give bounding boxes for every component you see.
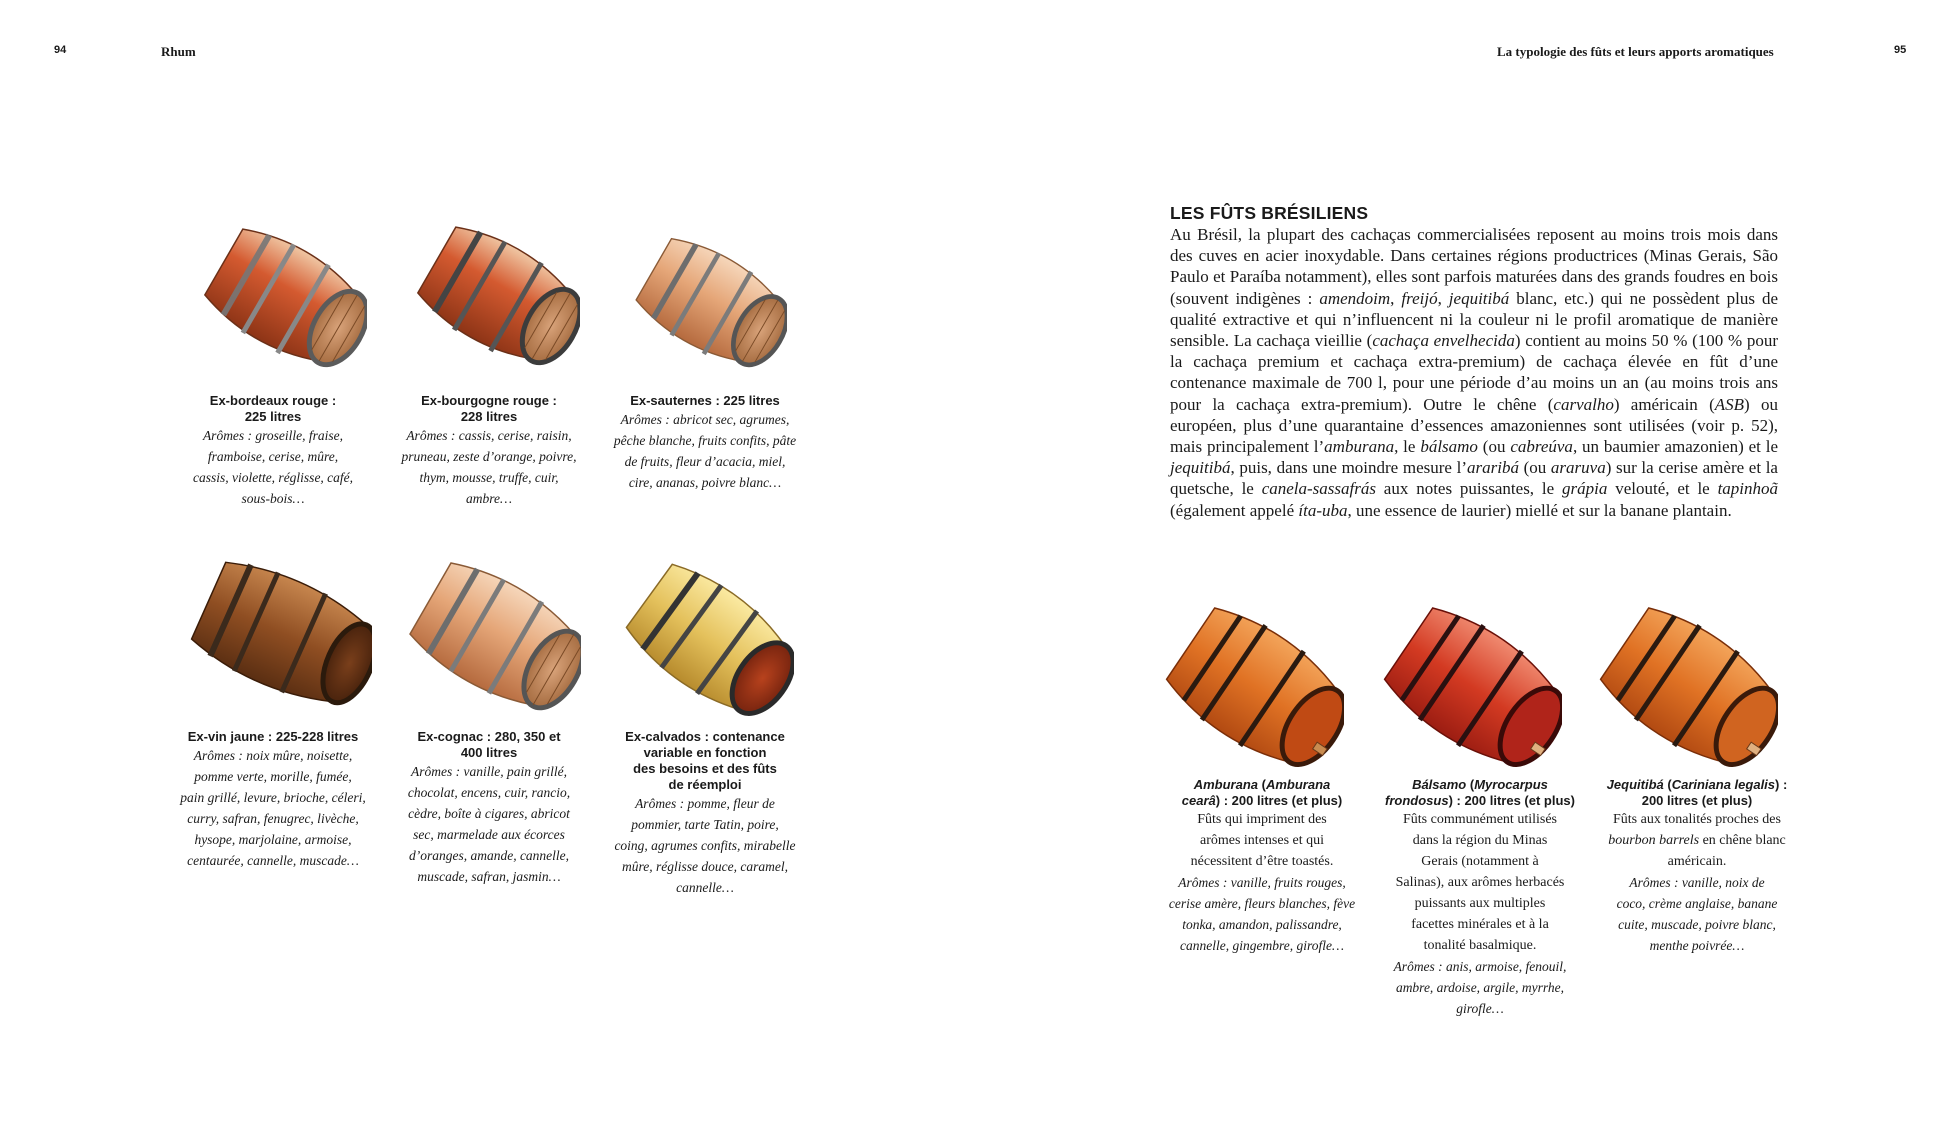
paragraph-text: ) américain ( [1613,394,1715,414]
caption-balsamo [1380,777,1580,1019]
caption-title: Ex-bordeaux rouge : 225 litres [209,393,337,424]
caption-description: Fûts aux tonalités proches des bourbon barrels en chêne blanc américain. [1608,812,1786,869]
caption-amburana [1162,777,1362,956]
caption-ex-bordeaux [180,393,366,509]
paragraph-text: ) sur la cerise amère et la quetsche, le [1170,458,1778,499]
paragraph-italic-term: amendoim [1319,288,1391,308]
caption-aromas: Arômes : noix mûre, noisette, pomme verte, morille, fumée, pain grillé, levure, brioche, céleri, curry, safran, fenugrec, livèche, hysope, marjolaine, armoise, centaurée, cannelle, muscade… [180,748,366,868]
paragraph-text: , un baumier amazonien) et le [1572,437,1778,457]
paragraph-text: aux notes puissantes, le [1375,479,1563,499]
paragraph-italic-term: freijó [1401,288,1438,308]
paragraph-italic-term: cachaça envelhecida [1372,331,1515,351]
caption-title: Ex-cognac : 280, 350 et 400 litres [417,729,561,760]
left-running-title: Rhum [161,44,196,59]
paragraph-text: , puis, dans une moindre mesure l’ [1230,458,1467,478]
barrel-ex-vin-jaune-illustration [186,552,372,712]
barrel-balsamo-illustration [1378,600,1562,770]
barrel-ex-bordeaux-illustration [195,215,367,375]
paragraph-text: Au Brésil, la plupart des cachaças commercialisées reposent au moins trois mois dans des cuves en acier inoxydable. Dans certaines régions productrices (Minas Gerais, São Paulo et Paraíba notamment), elles sont parfois maturées dans des grands foudres en bois (souvent indigènes : [1170,225,1778,308]
right-page-number: 95 [1894,44,1907,56]
caption-aromas: Arômes : pomme, fleur de pommier, tarte Tatin, poire, coing, agrumes confits, mirabelle mûre, réglisse douce, caramel, cannelle… [614,796,796,895]
paragraph-italic-term: carvalho [1553,394,1614,414]
paragraph-italic-term: jequitibá [1170,458,1231,478]
paragraph-text: (ou [1477,437,1511,457]
barrel-ex-bourgogne-illustration [408,213,580,373]
caption-ex-vin-jaune [180,729,366,871]
paragraph-italic-term: araribá [1467,458,1519,478]
caption-ex-sauternes [612,393,798,493]
caption-description: Fûts communément utilisés dans la région du Minas Gerais (notamment à Salinas), aux arômes herbacés puissants aux multiples facettes minérales et à la tonalité basalmique. [1395,812,1565,953]
paragraph-italic-term: tapinhoã [1717,479,1779,499]
caption-jequitiba [1597,777,1797,956]
left-page-number: 94 [54,44,67,56]
paragraph-text: , une essence de laurier) miellé et sur la banane plantain. [1347,500,1732,520]
caption-title: Bálsamo (Myrocarpus frondosus) : 200 litres (et plus) [1385,777,1575,808]
paragraph-text: , le [1394,437,1421,457]
paragraph-text: velouté, et le [1607,479,1718,499]
barrel-amburana-illustration [1160,600,1344,770]
caption-aromas: Arômes : vanille, noix de coco, crème anglaise, banane cuite, muscade, poivre blanc, menthe poivrée… [1616,875,1778,953]
caption-title: Ex-calvados : contenance variable en fonction des besoins et des fûts de réemploi [625,729,785,792]
body-paragraph [1170,224,1778,521]
paragraph-italic-term: bálsamo [1420,437,1478,457]
barrel-ex-sauternes-illustration [627,225,787,375]
barrel-ex-cognac-illustration [403,553,581,715]
paragraph-italic-term: araruva [1550,458,1606,478]
caption-ex-bourgogne [396,393,582,509]
caption-description: Fûts qui impriment des arômes intenses et qui nécessitent d’être toastés. [1190,812,1334,869]
paragraph-text: , [1390,288,1402,308]
paragraph-italic-term: cabreúva [1510,437,1573,457]
caption-title: Ex-bourgogne rouge : 228 litres [421,393,557,424]
caption-aromas: Arômes : cassis, cerise, raisin, pruneau, zeste d’orange, poivre, thym, mousse, truffe, cuir, ambre… [401,428,577,506]
paragraph-text: ) ou européen, plus d’une quarantaine d’essences amazoniennes sont utilisées (voir p. 52), mais principalement l’ [1170,394,1778,457]
caption-aromas: Arômes : abricot sec, agrumes, pêche blanche, fruits confits, pâte de fruits, fleur d’acacia, miel, cire, ananas, poivre blanc… [613,412,797,490]
caption-aromas: Arômes : vanille, fruits rouges, cerise amère, fleurs blanches, fève tonka, amandon, palissandre, cannelle, gingembre, girofle… [1168,875,1356,953]
caption-ex-calvados [612,729,798,898]
barrel-ex-calvados-illustration [618,558,794,716]
paragraph-text: (ou [1518,458,1551,478]
right-running-title: La typologie des fûts et leurs apports aromatiques [1497,44,1774,59]
caption-ex-cognac [396,729,582,887]
paragraph-italic-term: ASB [1714,394,1745,414]
paragraph-italic-term: jequitibá [1448,288,1510,308]
paragraph-text: ) contient au moins 50 % (100 % pour la cachaça premium et cachaça extra-premium) de cachaça élevée en fût d’une contenance maximale de 700 l, pour une période d’au moins un an (au moins trois ans pour la cachaça extra-premium). Outre le chêne ( [1170,331,1778,414]
barrel-jequitiba-illustration [1594,600,1778,770]
paragraph-italic-term: íta-uba [1298,500,1348,520]
caption-title: Amburana (Amburana cearâ) : 200 litres (et plus) [1181,777,1343,808]
paragraph-text: , [1437,288,1449,308]
caption-title: Ex-vin jaune : 225-228 litres [187,729,359,744]
paragraph-italic-term: grápia [1562,479,1608,499]
section-title: LES FÛTS BRÉSILIENS [1170,203,1369,223]
caption-title: Ex-sauternes : 225 litres [630,393,780,408]
caption-title: Jequitibá (Cariniana legalis) : 200 litres (et plus) [1606,777,1788,808]
caption-aromas: Arômes : anis, armoise, fenouil, ambre, ardoise, argile, myrrhe, girofle… [1393,959,1567,1016]
paragraph-text: blanc, etc.) qui ne possèdent plus de qualité extractive et qui n’influencent ni la couleur ni le profil aromatique de manière sensible. La cachaça vieillie ( [1170,288,1779,351]
paragraph-text: (également appelé [1170,500,1299,520]
caption-aromas: Arômes : groseille, fraise, framboise, cerise, mûre, cassis, violette, réglisse, café, sous-bois… [192,428,354,506]
paragraph-italic-term: canela-sassafrás [1261,479,1376,499]
caption-aromas: Arômes : vanille, pain grillé, chocolat, encens, cuir, rancio, cèdre, boîte à cigares, abricot sec, marmelade aux écorces d’oranges, amande, cannelle, muscade, safran, jasmin… [407,764,571,884]
paragraph-italic-term: amburana [1324,437,1395,457]
